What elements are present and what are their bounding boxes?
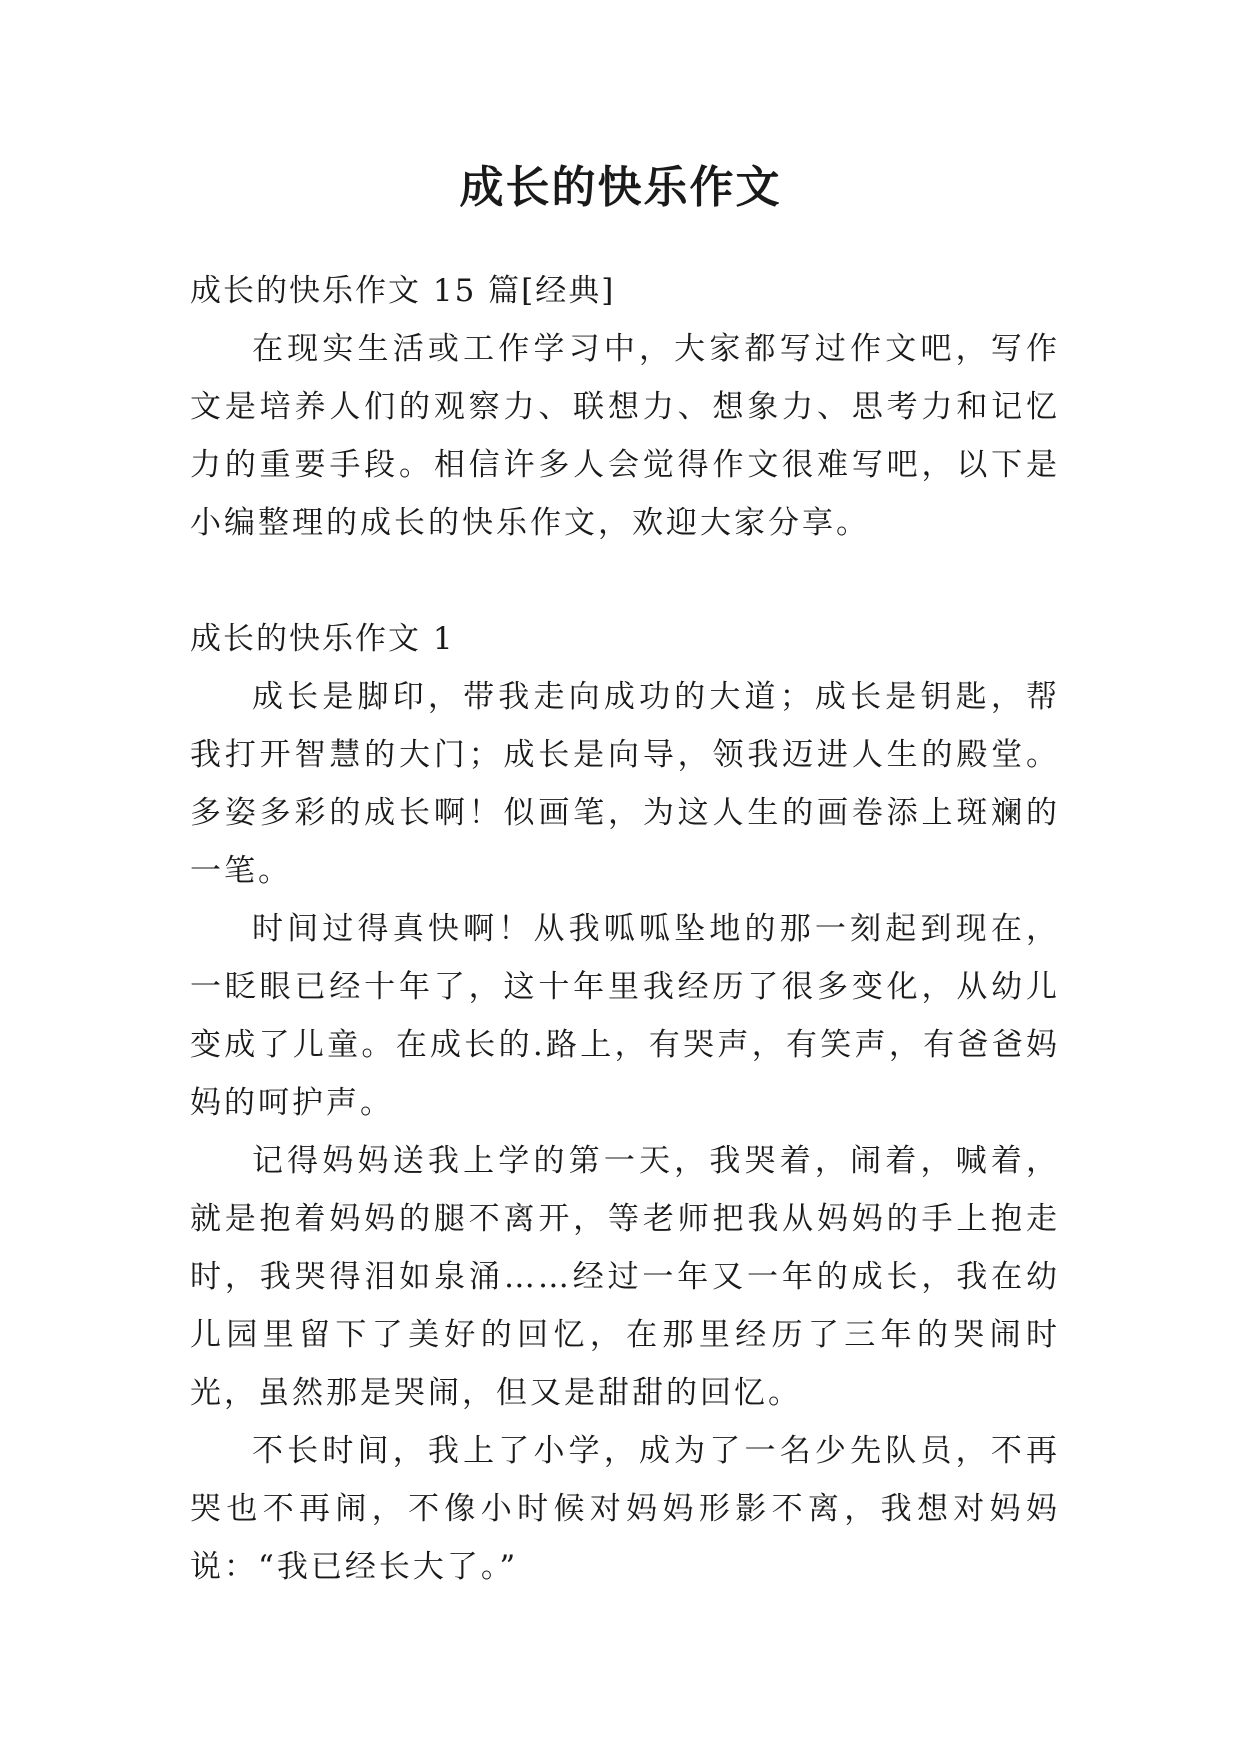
body-paragraph: 成长是脚印，带我走向成功的大道；成长是钥匙，帮我打开智慧的大门；成长是向导，领我迈进人生的殿堂。多姿多彩的成长啊！似画笔，为这人生的画卷添上斑斓的一笔。 — [190, 679, 1060, 889]
document-body — [190, 262, 1060, 1596]
document-subtitle: 成长的快乐作文 15 篇[经典] — [190, 273, 616, 309]
body-paragraph: 时间过得真快啊！从我呱呱坠地的那一刻起到现在，一眨眼已经十年了，这十年里我经历了很多变化，从幼儿变成了儿童。在成长的.路上，有哭声，有笑声，有爸爸妈妈的呵护声。 — [190, 911, 1060, 1121]
document-title: 成长的快乐作文 — [459, 162, 782, 213]
intro-paragraph: 在现实生活或工作学习中，大家都写过作文吧，写作文是培养人们的观察力、联想力、想象力、思考力和记忆力的重要手段。相信许多人会觉得作文很难写吧，以下是小编整理的成长的快乐作文，欢迎大家分享。 — [190, 331, 1060, 541]
section-heading: 成长的快乐作文 1 — [190, 621, 455, 657]
body-paragraph: 不长时间，我上了小学，成为了一名少先队员，不再哭也不再闹，不像小时候对妈妈形影不离，我想对妈妈说：“我已经长大了。” — [190, 1433, 1060, 1585]
body-paragraph: 记得妈妈送我上学的第一天，我哭着，闹着，喊着，就是抱着妈妈的腿不离开，等老师把我从妈妈的手上抱走时，我哭得泪如泉涌……经过一年又一年的成长，我在幼儿园里留下了美好的回忆，在那里经历了三年的哭闹时光，虽然那是哭闹，但又是甜甜的回忆。 — [190, 1143, 1060, 1411]
